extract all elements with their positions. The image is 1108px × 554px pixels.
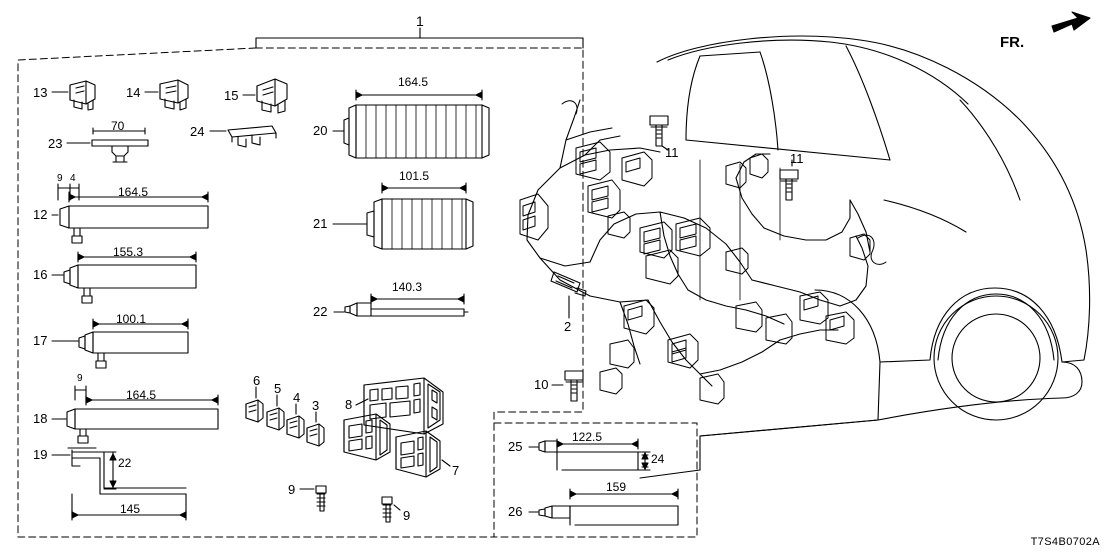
callout-21: 21 [313,216,328,231]
callout-24: 24 [190,124,205,139]
callout-5: 5 [274,381,282,396]
callout-3: 3 [312,398,320,413]
dimension-18-length: 164.5 [126,388,157,402]
callout-20: 20 [313,123,328,138]
part-code: T7S4B0702A [1030,536,1100,548]
callout-23: 23 [48,136,63,151]
dimension-25-length: 122.5 [572,430,603,444]
dimension-20-length: 164.5 [398,75,429,89]
callout-18: 18 [33,411,48,426]
dimension-12-b: 4 [70,173,76,184]
callout-12: 12 [33,207,48,222]
callout-19: 19 [33,447,48,462]
callout-1: 1 [416,13,424,29]
callout-11-a: 11 [665,145,679,160]
dimension-23-length: 70 [111,119,125,133]
callout-16: 16 [33,267,48,282]
callout-26: 26 [508,504,523,519]
callout-11-b: 11 [790,151,804,166]
dimension-25-width: 24 [651,452,665,466]
dimension-19-height: 22 [118,456,132,470]
dimension-18-a: 9 [77,373,83,384]
dimension-26-length: 159 [606,480,627,494]
callout-9-b: 9 [403,508,411,523]
dimension-16-length: 155.3 [113,245,144,259]
callout-25: 25 [508,439,523,454]
callout-8: 8 [345,397,353,412]
dimension-12-length: 164.5 [118,185,149,199]
callout-2: 2 [564,319,572,334]
callout-17: 17 [33,333,48,348]
callout-10: 10 [534,377,549,392]
callout-22: 22 [313,304,328,319]
dimension-19-length: 145 [120,502,141,516]
callout-9-a: 9 [288,482,296,497]
front-direction-label: FR. [1000,34,1025,51]
callout-6: 6 [253,373,261,388]
dimension-17-length: 100.1 [116,312,147,326]
callout-7: 7 [452,463,460,478]
dimension-21-length: 101.5 [399,169,430,183]
callout-4: 4 [293,390,301,405]
callout-13: 13 [33,85,48,100]
dimension-22-length: 140.3 [392,280,423,294]
callout-14: 14 [126,85,141,100]
dimension-12-a: 9 [57,173,63,184]
callout-15: 15 [224,88,239,103]
